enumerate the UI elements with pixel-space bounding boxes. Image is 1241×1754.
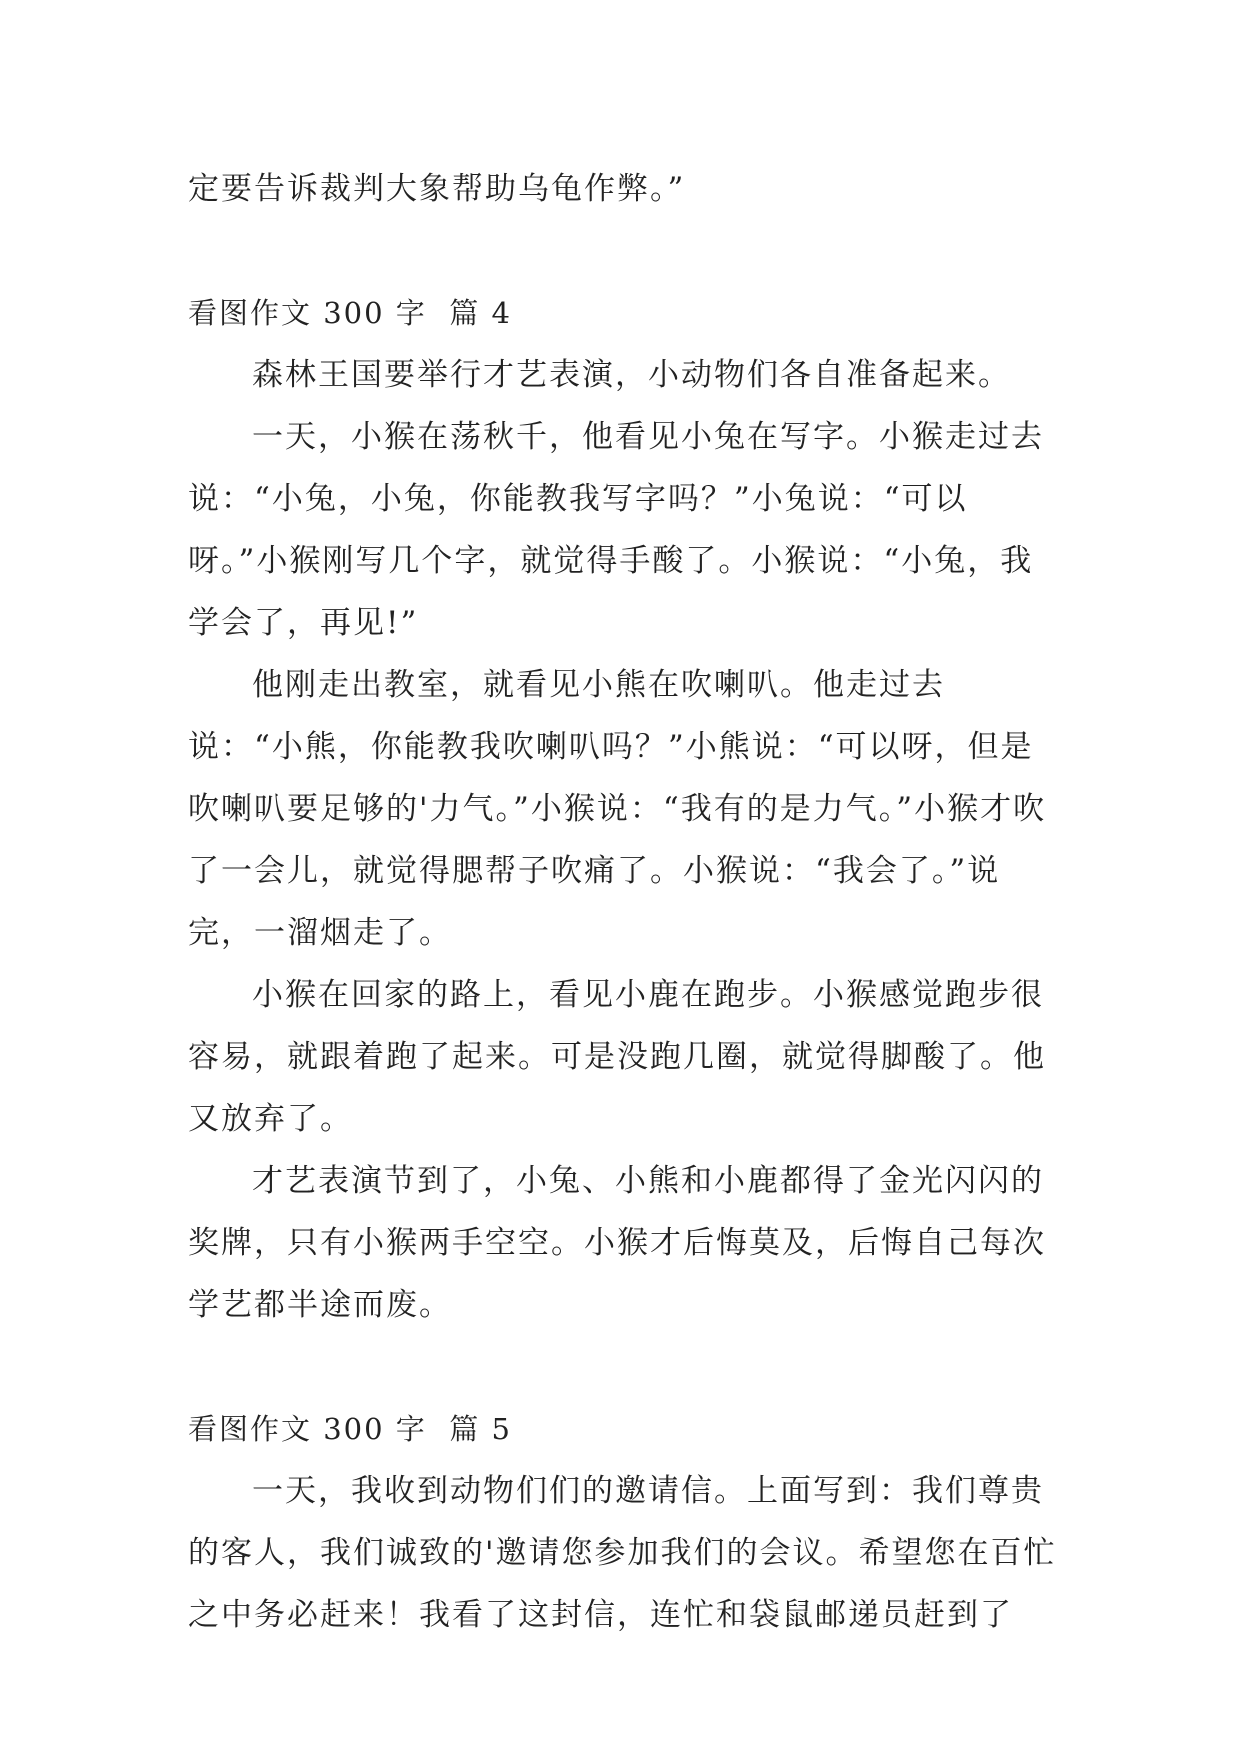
section-spacer [188, 220, 1058, 282]
paragraph: 一天，小猴在荡秋千，他看见小兔在写字。小猴走过去说：“小兔，小兔，你能教我写字吗？”小兔说：“可以呀。”小猴刚写几个字，就觉得手酸了。小猴说：“小兔，我学会了，再见!” [188, 419, 1044, 641]
paragraph: 一天，我收到动物们们的邀请信。上面写到：我们尊贵的客人，我们诚致的'邀请您参加我们的会议。希望您在百忙之中务必赶来！我看了这封信，连忙和袋鼠邮递员赶到了 [188, 1473, 1057, 1633]
section-heading-4: 看图作文 300 字 篇 4 [188, 296, 512, 330]
paragraph: 森林王国要举行才艺表演，小动物们各自准备起来。 [252, 357, 1011, 393]
paragraph: 才艺表演节到了，小兔、小熊和小鹿都得了金光闪闪的奖牌，只有小猴两手空空。小猴才后悔莫及，后悔自己每次学艺都半途而废。 [188, 1163, 1046, 1323]
section-heading-5: 看图作文 300 字 篇 5 [188, 1412, 512, 1446]
paragraph-continuation: 定要告诉裁判大象帮助乌龟作弊。” [188, 171, 686, 207]
section-spacer [188, 1336, 1058, 1398]
document-body [188, 158, 1058, 1646]
paragraph: 他刚走出教室，就看见小熊在吹喇叭。他走过去说：“小熊，你能教我吹喇叭吗？”小熊说：“可以呀，但是吹喇叭要足够的'力气。”小猴说：“我有的是力气。”小猴才吹了一会儿，就觉得腮帮子吹痛了。小猴说：“我会了。”说完，一溜烟走了。 [188, 667, 1047, 951]
paragraph: 小猴在回家的路上，看见小鹿在跑步。小猴感觉跑步很容易，就跟着跑了起来。可是没跑几圈，就觉得脚酸了。他又放弃了。 [188, 977, 1046, 1137]
